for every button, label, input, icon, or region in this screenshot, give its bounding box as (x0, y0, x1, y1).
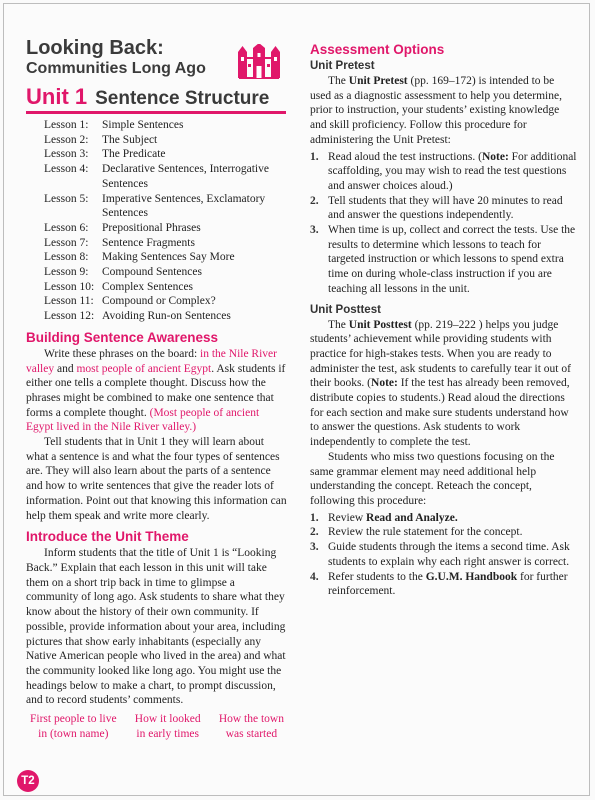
lesson-title: The Predicate (102, 148, 166, 161)
lesson-number: Lesson 4: (44, 163, 89, 176)
phrase-highlight: most people of ancient Egypt (76, 362, 212, 375)
text-run: Read aloud the test instructions. ( (328, 150, 482, 163)
step-number: 2. (310, 526, 319, 539)
list-item (310, 150, 578, 194)
posttest-paragraph-2: Students who miss two questions focusing on the same grammar element may need additional help understanding the concept. Reteach the concept, following this procedure: (310, 450, 555, 507)
lesson-number: Lesson 10: (44, 280, 95, 293)
text-run: The (328, 318, 349, 331)
step-text (328, 570, 578, 599)
list-item (26, 294, 288, 309)
text-run: and (54, 362, 77, 375)
chart-heading (135, 712, 201, 741)
text-run: . Ask students if either one tells a complete thought. Discuss how the phrases might be combined to make one sentence that forms a complete thought. (26, 362, 286, 419)
lesson-title: Compound or Complex? (102, 295, 216, 308)
step-text: Guide students through the items a second time. Ask students to explain why each right answer is correct. (328, 541, 570, 568)
list-item (310, 511, 578, 526)
lesson-title: Avoiding Run-on Sentences (102, 310, 231, 323)
lesson-number: Lesson 11: (44, 295, 94, 308)
chart-heading-line: in (town name) (38, 727, 109, 740)
list-item (26, 192, 288, 221)
lesson-number: Lesson 6: (44, 221, 89, 234)
text-run: Refer students to the (328, 570, 426, 583)
page-title: Looking Back: (26, 37, 164, 59)
page-subtitle: Communities Long Ago (26, 60, 206, 77)
step-text: Review the rule statement for the concept. (328, 526, 523, 539)
pretest-paragraph (310, 74, 578, 148)
lesson-title: Complex Sentences (102, 280, 194, 293)
building-heading: Building Sentence Awareness (26, 329, 219, 345)
chart-heading-line: in early times (136, 727, 199, 740)
text-run: Review (328, 511, 367, 524)
chart-heading-line: First people to live (30, 713, 117, 726)
lesson-number: Lesson 7: (44, 236, 89, 249)
text-run: (pp. 219–222 ) helps you judge students’ achievement while providing students with practice for high-stakes tests. When you are ready to administer the test, ask students to carefully tear it out of their books. ( (310, 318, 571, 390)
posttest-steps (310, 511, 578, 599)
list-item (310, 525, 578, 540)
unit-divider (26, 111, 286, 114)
step-text (328, 150, 578, 194)
step-number: 3. (310, 224, 319, 237)
chart-heading-line: was started (225, 727, 278, 740)
page-number-badge: T2 (17, 770, 39, 792)
lesson-title: Simple Sentences (102, 119, 184, 131)
list-item (26, 118, 288, 133)
combined-sentence: (Most people of ancient Egypt lived in the Nile River valley.) (26, 406, 260, 434)
step-text: When time is up, collect and correct the tests. Use the results to determine which lessons to teach for targeted instruction or which lessons to spend extra time on during whole-class instruction if you are teaching all lessons in the unit. (328, 224, 576, 295)
step-number: 2. (310, 194, 319, 207)
posttest-heading: Unit Posttest (310, 303, 381, 316)
lesson-title: Sentence Fragments (102, 236, 195, 249)
step-number: 3. (310, 541, 319, 554)
text-run: If the test has already been removed, distribute copies to students.) Read aloud the directions for each section and make sure students understand how to answer the questions. Ask students to work independently to complete the test. (310, 377, 570, 449)
bold-term: Note: (371, 377, 398, 390)
lesson-number: Lesson 5: (44, 192, 89, 205)
text-run: The (328, 75, 349, 87)
chart-heading (219, 712, 284, 741)
step-number: 4. (310, 570, 319, 583)
pretest-steps (310, 150, 578, 297)
list-item (310, 540, 578, 569)
theme-paragraph: Inform students that the title of Unit 1 is “Looking Back.” Explain that each lesson in this unit will take them on a short trip back in time to glimpse a community of long ago. Ask students to share what they know about the history of their own community. If possible, provide information about your area, including pictures that show early inhabitants (especially any Native American people who lived in the area) and what the community looked like long ago. You might use the headings below to make a chart, to prompt discussion, and to record students’ comments. (26, 547, 286, 707)
lesson-number: Lesson 9: (44, 266, 89, 279)
header-block (26, 38, 288, 78)
lesson-title: Declarative Sentences, Interrogative Sentences (102, 163, 269, 190)
lesson-number: Lesson 1: (44, 119, 89, 131)
lesson-title: The Subject (102, 133, 158, 146)
castle-icon (236, 44, 282, 80)
chart-headings (26, 712, 288, 741)
unit-heading (26, 84, 288, 110)
lesson-number: Lesson 12: (44, 310, 95, 323)
lesson-list (26, 118, 288, 324)
list-item (310, 194, 578, 223)
lesson-title: Compound Sentences (102, 266, 202, 279)
text-run: for further reinforcement. (328, 570, 568, 598)
building-paragraph-1 (26, 347, 288, 435)
list-item (26, 147, 288, 162)
bold-term: Read and Analyze. (366, 511, 458, 524)
list-item (26, 221, 288, 236)
step-number: 1. (310, 150, 319, 163)
list-item (26, 162, 288, 191)
lesson-number: Lesson 2: (44, 133, 89, 146)
step-text: Tell students that they will have 20 minutes to read and answer the questions independently. (328, 194, 563, 222)
phrase-highlight: in the Nile River valley (26, 347, 277, 375)
left-column (26, 38, 288, 741)
right-column (310, 42, 578, 599)
lesson-title: Imperative Sentences, Exclamatory Sentences (102, 192, 266, 220)
chart-heading (30, 712, 117, 741)
bold-term: Unit Posttest (348, 318, 412, 331)
lesson-title: Making Sentences Say More (102, 251, 235, 264)
text-run: For additional scaffolding, you may wish to read the test questions and answer choices aloud.) (328, 150, 577, 192)
step-text (328, 511, 578, 526)
lesson-number: Lesson 8: (44, 251, 89, 264)
step-number: 1. (310, 511, 319, 524)
chart-heading-line: How the town (218, 713, 284, 726)
list-item (26, 309, 288, 324)
page (3, 3, 590, 796)
bold-term: Unit Pretest (348, 75, 408, 87)
lesson-number: Lesson 3: (44, 148, 89, 161)
pretest-heading: Unit Pretest (310, 60, 375, 72)
lesson-title: Prepositional Phrases (102, 221, 201, 234)
text-run: (pp. 169–172) is intended to be used as a diagnostic assessment to help you determine, prior to instruction, your students’ existing knowledge and skill proficiency. Follow this procedure for administering the Unit Pretest: (310, 75, 562, 146)
list-item (310, 223, 578, 297)
posttest-paragraph-1 (310, 318, 578, 450)
list-item (26, 280, 288, 295)
list-item (310, 570, 578, 599)
theme-heading: Introduce the Unit Theme (26, 529, 189, 545)
list-item (26, 133, 288, 148)
list-item (26, 236, 288, 251)
bold-term: G.U.M. Handbook (425, 570, 518, 583)
assessment-heading: Assessment Options (310, 42, 445, 57)
list-item (26, 250, 288, 265)
unit-topic: Sentence Structure (95, 88, 270, 109)
text-run: Write these phrases on the board: (44, 347, 201, 360)
list-item (26, 265, 288, 280)
unit-label: Unit 1 (26, 84, 88, 109)
bold-term: Note: (481, 150, 509, 163)
building-paragraph-2: Tell students that in Unit 1 they will learn about what a sentence is and what the four types of sentences are. They will also learn about the parts of a sentence and how to write sentences that give the reader lots of information. Point out that knowing this information can help them speak and write more clearly. (26, 436, 287, 522)
chart-heading-line: How it looked (134, 713, 201, 726)
